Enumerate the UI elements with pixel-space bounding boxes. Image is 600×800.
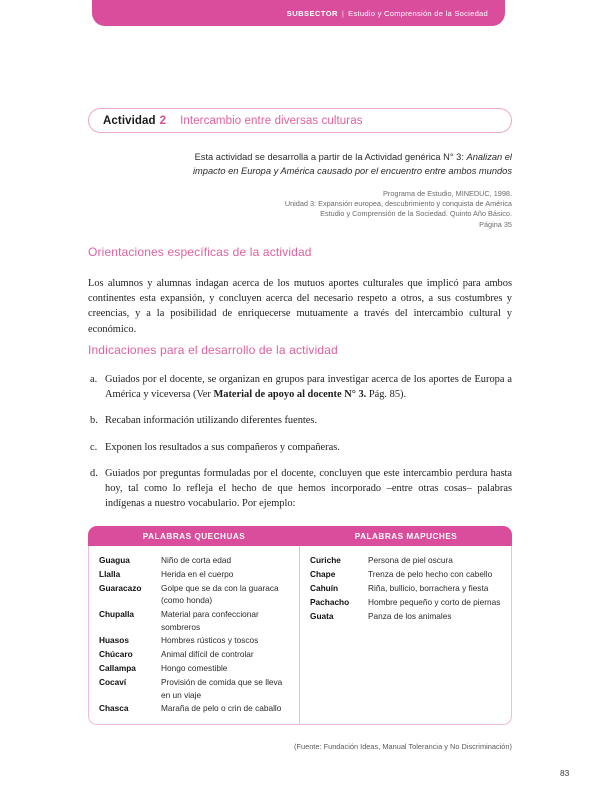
table-row <box>99 676 289 701</box>
list-item-text-bold: Material de apoyo al docente N° 3. <box>213 389 367 401</box>
word-term: Chupalla <box>99 609 135 620</box>
word-term: Guaracazo <box>99 582 142 593</box>
word-definition: Provisión de comida que se lleva en un viaje <box>161 677 283 700</box>
paragraph-orientaciones: Los alumnos y alumnas indagan acerca de los mutuos aportes culturales que implicó para ambos continentes esta expansión, y concluyen acerca del necesario respeto a otros, a sus costumbres y creencias, y a la posibilidad de enriquecerse mutuamente a través del intercambio cultural y económico. <box>88 278 512 335</box>
activity-title: Intercambio entre diversas culturas <box>180 114 363 127</box>
list-item-text: Recaban información utilizando diferentes fuentes. <box>105 415 318 427</box>
list-item <box>88 413 512 428</box>
list-item <box>88 466 512 512</box>
list-item-marker: d. <box>90 467 98 479</box>
citation-line-2: Unidad 3: Expansión europea, descubrimiento y conquista de América <box>284 199 512 209</box>
list-item <box>88 372 512 402</box>
table-row <box>99 634 289 646</box>
word-term: Guagua <box>99 555 130 565</box>
word-term: Huasos <box>99 635 129 646</box>
heading-orientaciones: Orientaciones específicas de la actividad <box>88 245 312 259</box>
word-term: Pachacho <box>310 596 350 607</box>
word-definition: Herida en el cuerpo <box>161 568 234 579</box>
page-content <box>88 0 512 800</box>
header-separator: | <box>341 8 345 18</box>
word-definition: Trenza de pelo hecho con cabello <box>368 568 493 579</box>
word-term: Llalla <box>99 568 121 579</box>
page-number: 83 <box>560 768 570 778</box>
table-header-row <box>88 526 512 546</box>
list-item-text-before: Guiados por el docente, se organizan en grupos para investigar acerca de los aportes de Europa a América y viceversa (Ver <box>105 374 512 401</box>
word-term: Curiche <box>310 555 341 565</box>
table-row <box>310 610 501 622</box>
word-definition: Golpe que se da con la guaraca (como honda) <box>161 582 279 606</box>
word-definition: Niño de corta edad <box>161 555 232 565</box>
list-item-marker: a. <box>90 374 98 385</box>
activity-word-label: Actividad <box>103 114 156 127</box>
word-definition: Persona de piel oscura <box>368 555 453 565</box>
table-row <box>99 648 289 660</box>
table-row <box>99 662 289 674</box>
citation-line-4: Página 35 <box>479 219 512 229</box>
header-subsector-name: Estudio y Comprensión de la Sociedad <box>348 8 488 18</box>
word-term: Cahuín <box>310 582 339 593</box>
list-item-text <box>105 372 512 402</box>
intro-italic-line-2: impacto en Europa y América causado por el encuentro entre ambos mundos <box>192 166 512 176</box>
table-row <box>310 554 501 566</box>
table-body <box>89 546 511 724</box>
table-row <box>310 582 501 594</box>
list-item-text-after: Pág. 85). <box>366 389 407 401</box>
word-definition: Animal difícil de controlar <box>161 649 254 660</box>
indicaciones-list <box>88 372 512 522</box>
word-term: Chúcaro <box>99 649 133 660</box>
list-item-marker: b. <box>90 415 98 427</box>
table-row <box>99 568 289 580</box>
word-definition: Panza de los animales <box>368 610 452 621</box>
word-definition: Material para confeccionar sombreros <box>161 609 259 632</box>
word-definition: Riña, bullicio, borrachera y fiesta <box>368 582 489 593</box>
activity-number: 2 <box>159 114 167 127</box>
table-column-header-quechua: PALABRAS QUECHUAS <box>142 531 246 541</box>
word-definition: Hombre pequeño y corto de piernas <box>368 596 501 607</box>
table-row <box>310 568 501 580</box>
table-column-mapuche <box>300 546 511 724</box>
table-source-note: (Fuente: Fundación Ideas, Manual Tolerancia y No Discriminación) <box>294 742 512 751</box>
list-item <box>88 440 512 455</box>
word-term: Guata <box>310 610 334 621</box>
activity-intro-paragraph <box>182 150 512 178</box>
indigenous-words-table <box>88 526 512 725</box>
table-column-header-mapuche: PALABRAS MAPUCHES <box>354 531 458 541</box>
table-row <box>99 554 289 566</box>
list-item-marker: c. <box>90 441 98 453</box>
table-column-quechua <box>89 546 300 724</box>
table-row <box>99 582 289 607</box>
word-term: Chape <box>310 568 336 579</box>
intro-italic-line-1: Analizan el <box>466 152 512 162</box>
header-subsector-label: SUBSECTOR <box>286 8 338 18</box>
table-row <box>310 596 501 608</box>
activity-title-box <box>88 108 512 133</box>
word-definition: Hongo comestible <box>161 663 228 674</box>
table-row <box>99 608 289 633</box>
list-item-text: Guiados por preguntas formuladas por el docente, concluyen que este intercambio perdura hasta hoy, tal como lo refleja el hecho de que hemos incorporado –entre otras cosas– palabras indígenas a nuestro vocabulario. Por ejemplo: <box>105 467 512 510</box>
intro-plain-text: Esta actividad se desarrolla a partir de la Actividad genérica N° 3: <box>194 152 467 162</box>
source-citation <box>208 189 512 230</box>
word-term: Chasca <box>99 703 129 714</box>
list-item-text: Exponen los resultados a sus compañeros y compañeras. <box>105 441 340 453</box>
heading-indicaciones: Indicaciones para el desarrollo de la actividad <box>88 343 338 357</box>
word-term: Callampa <box>99 663 136 674</box>
word-definition: Maraña de pelo o crin de caballo <box>161 703 282 714</box>
citation-line-1: Programa de Estudio, MINEDUC, 1998. <box>383 189 512 198</box>
word-definition: Hombres rústicos y toscos <box>161 635 259 646</box>
table-row <box>99 702 289 714</box>
word-term: Cocaví <box>99 677 127 688</box>
citation-line-3: Estudio y Comprensión de la Sociedad. Quinto Año Básico. <box>320 209 512 219</box>
